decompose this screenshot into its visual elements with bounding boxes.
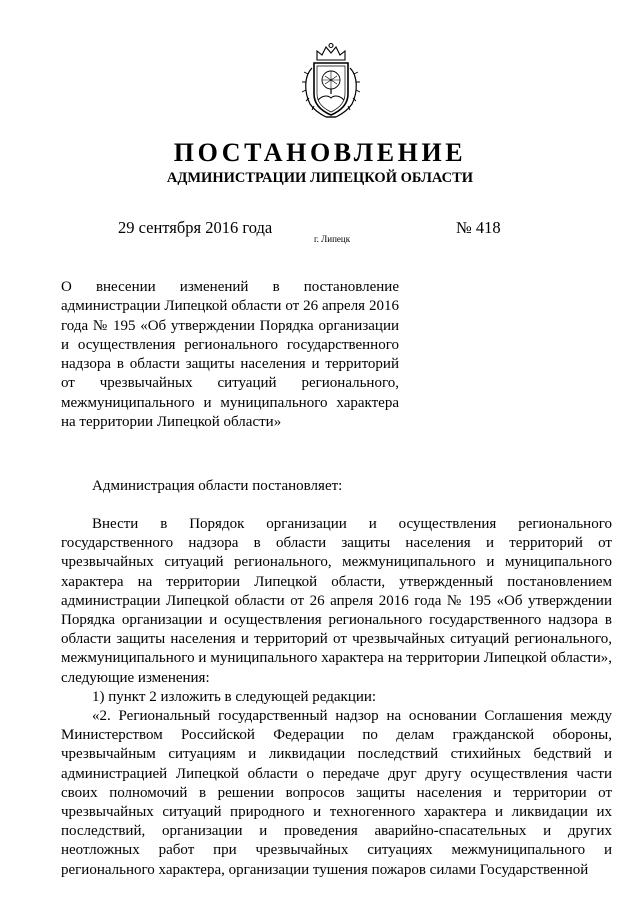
body-paragraph: «2. Региональный государственный надзор на основании Соглашения между Министерством Российской Федерации по делам гражданской обороны, чрезвычайным ситуациям и ликвидации последствий стихийных бедствий и администрацией Липецкой области о передаче друг другу осуществления части своих полномочий в решении вопросов защиты населения и территории от чрезвычайных ситуаций природного и техногенного характера и ликвидации их последствий, организации и проведения аварийно-спасательных и других неотложных работ при чрезвычайных ситуациях межмуниципального и регионального характера, организации тушения пожаров силами Государственной — [61, 708, 612, 878]
document-city: г. Липецк — [314, 234, 351, 244]
document-intro: Администрация области постановляет: — [92, 478, 343, 494]
document-issuer: АДМИНИСТРАЦИИ ЛИПЕЦКОЙ ОБЛАСТИ — [166, 170, 474, 186]
document-number: № 418 — [456, 218, 501, 237]
body-paragraph: Внести в Порядок организации и осуществления регионального государственного надзора в области защиты населения и территорий от чрезвычайных ситуаций регионального, межмуниципального и муниципального характера на территории Липецкой области, утвержденный постановлением администрации Липецкой области от 26 апреля 2016 года № 195 «Об утверждении Порядка организации и осуществления регионального государственного надзора в области защиты населения и территорий от чрезвычайных ситуаций регионального, межмуниципального и муниципального характера на территории Липецкой области», следующие изменения: — [61, 516, 612, 686]
coat-of-arms-icon — [298, 42, 364, 120]
document-title: ПОСТАНОВЛЕНИЕ — [173, 138, 467, 167]
document-body — [61, 515, 612, 880]
document-heading: О внесении изменений в постановление администрации Липецкой области от 26 апреля 2016 года № 195 «Об утверждении Порядка организации и осуществления регионального государственного надзора в области защиты населения и территорий от чрезвычайных ситуаций регионального, межмуниципального и муниципального характера на территории Липецкой области» — [61, 279, 399, 431]
document-date: 29 сентября 2016 года — [118, 218, 273, 237]
body-paragraph: 1) пункт 2 изложить в следующей редакции: — [92, 688, 377, 705]
